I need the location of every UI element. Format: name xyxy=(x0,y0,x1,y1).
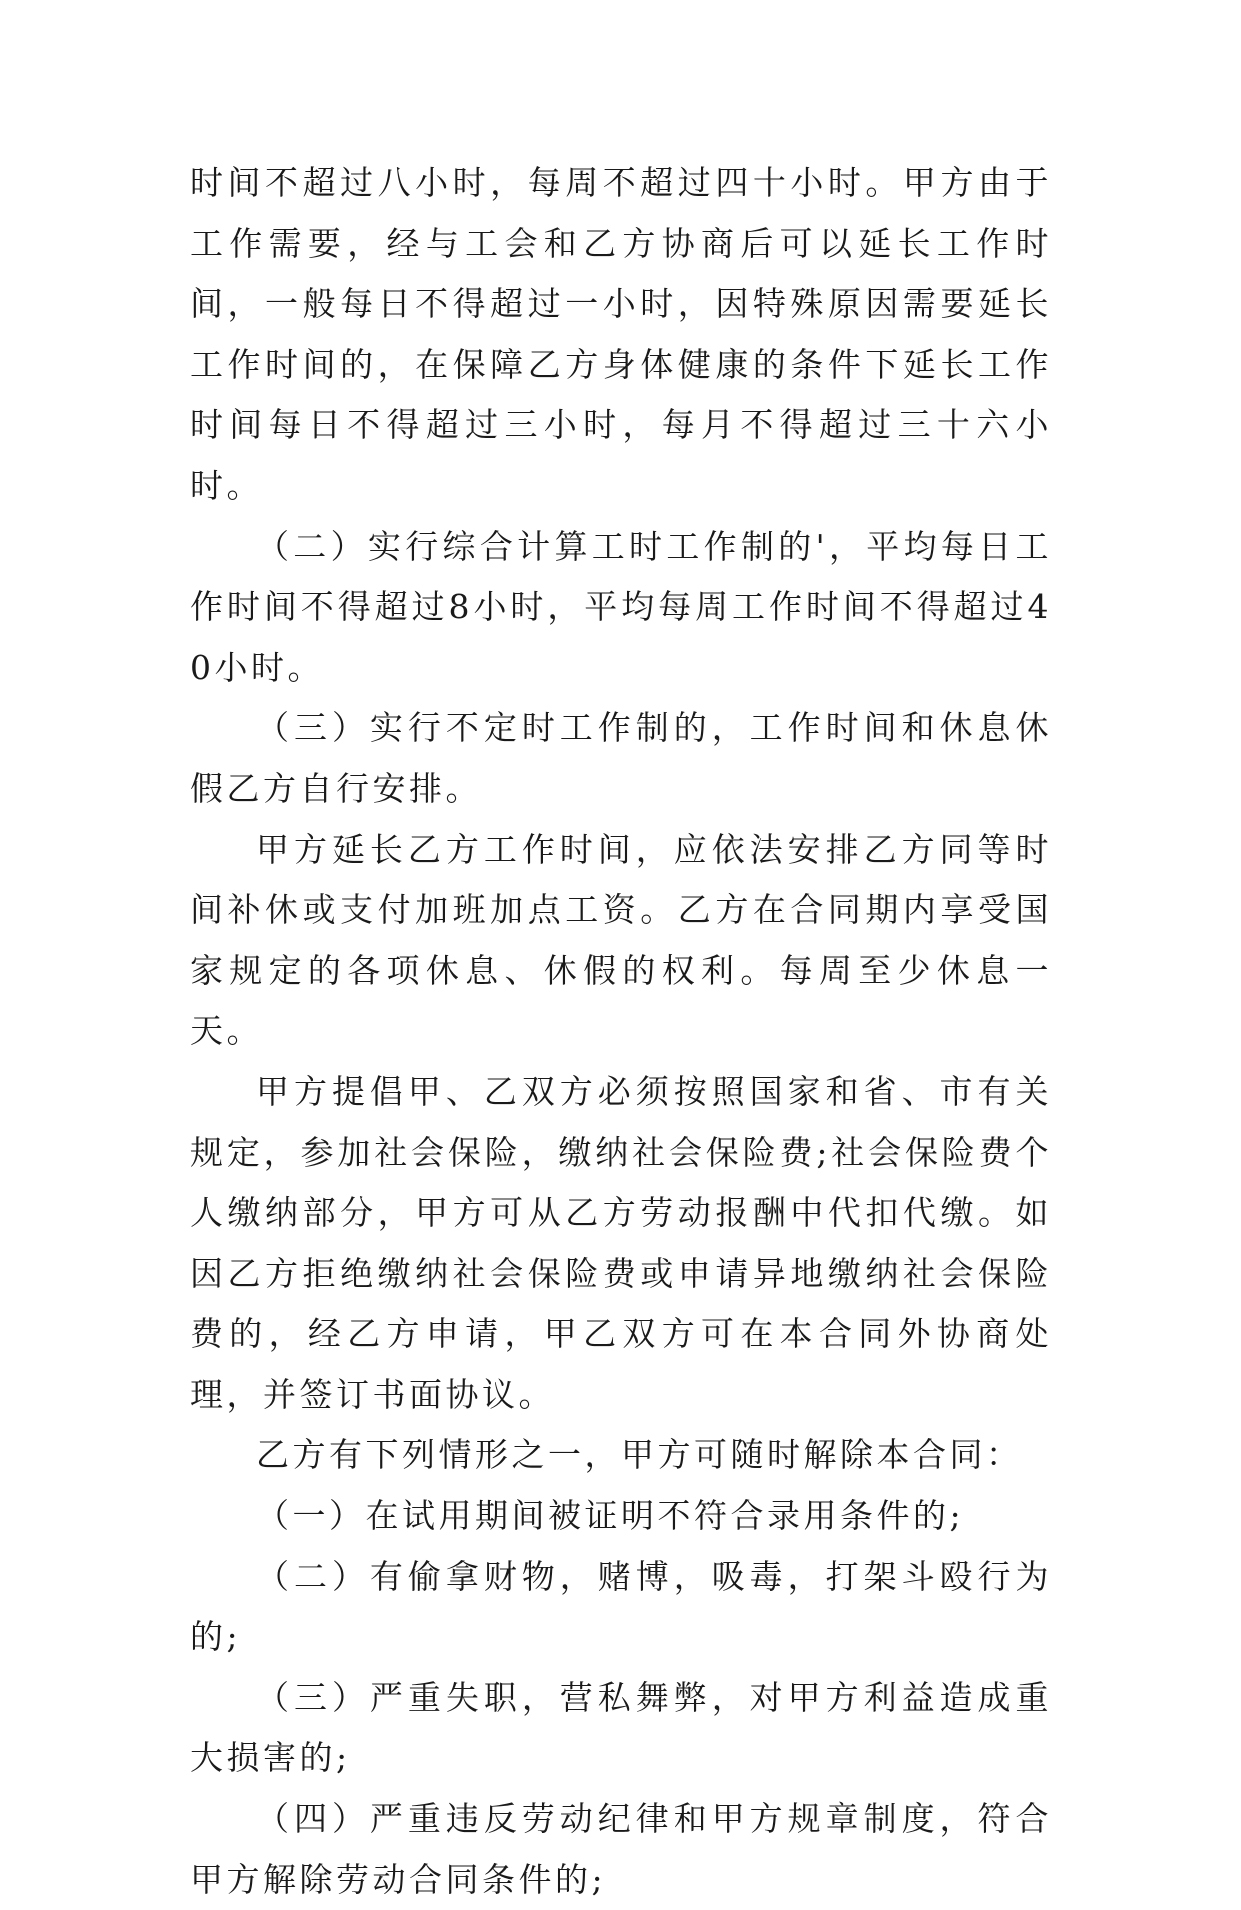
paragraph-item-2: （二）实行综合计算工时工作制的'，平均每日工作时间不得超过8小时，平均每周工作时间不得超过40小时。 xyxy=(190,526,1052,687)
paragraph-social-insurance: 甲方提倡甲、乙双方必须按照国家和省、市有关规定，参加社会保险，缴纳社会保险费;社会保险费个人缴纳部分，甲方可从乙方劳动报酬中代扣代缴。如因乙方拒绝缴纳社会保险费或申请异地缴纳社会保险费的，经乙方申请，甲乙双方可在本合同外协商处理，并签订书面协议。 xyxy=(190,1071,1052,1414)
paragraph-item-3: （三）实行不定时工作制的，工作时间和休息休假乙方自行安排。 xyxy=(190,708,1052,808)
document-body xyxy=(190,153,1052,1910)
paragraph-termination-item-2: （二）有偷拿财物，赌博，吸毒，打架斗殴行为的; xyxy=(190,1556,1052,1657)
paragraph-termination-item-3: （三）严重失职，营私舞弊，对甲方利益造成重大损害的; xyxy=(190,1677,1052,1778)
paragraph-overtime: 甲方延长乙方工作时间，应依法安排乙方同等时间补休或支付加班加点工资。乙方在合同期内享受国家规定的各项休息、休假的权利。每周至少休息一天。 xyxy=(190,829,1052,1051)
paragraph-continuation: 时间不超过八小时，每周不超过四十小时。甲方由于工作需要，经与工会和乙方协商后可以延长工作时间，一般每日不得超过一小时，因特殊原因需要延长工作时间的，在保障乙方身体健康的条件下延长工作时间每日不得超过三小时，每月不得超过三十六小时。 xyxy=(190,163,1052,505)
paragraph-termination-intro: 乙方有下列情形之一，甲方可随时解除本合同： xyxy=(256,1435,1023,1475)
paragraph-termination-item-4: （四）严重违反劳动纪律和甲方规章制度，符合甲方解除劳动合同条件的; xyxy=(190,1799,1052,1899)
paragraph-termination-item-1: （一）在试用期间被证明不符合录用条件的; xyxy=(256,1496,965,1536)
